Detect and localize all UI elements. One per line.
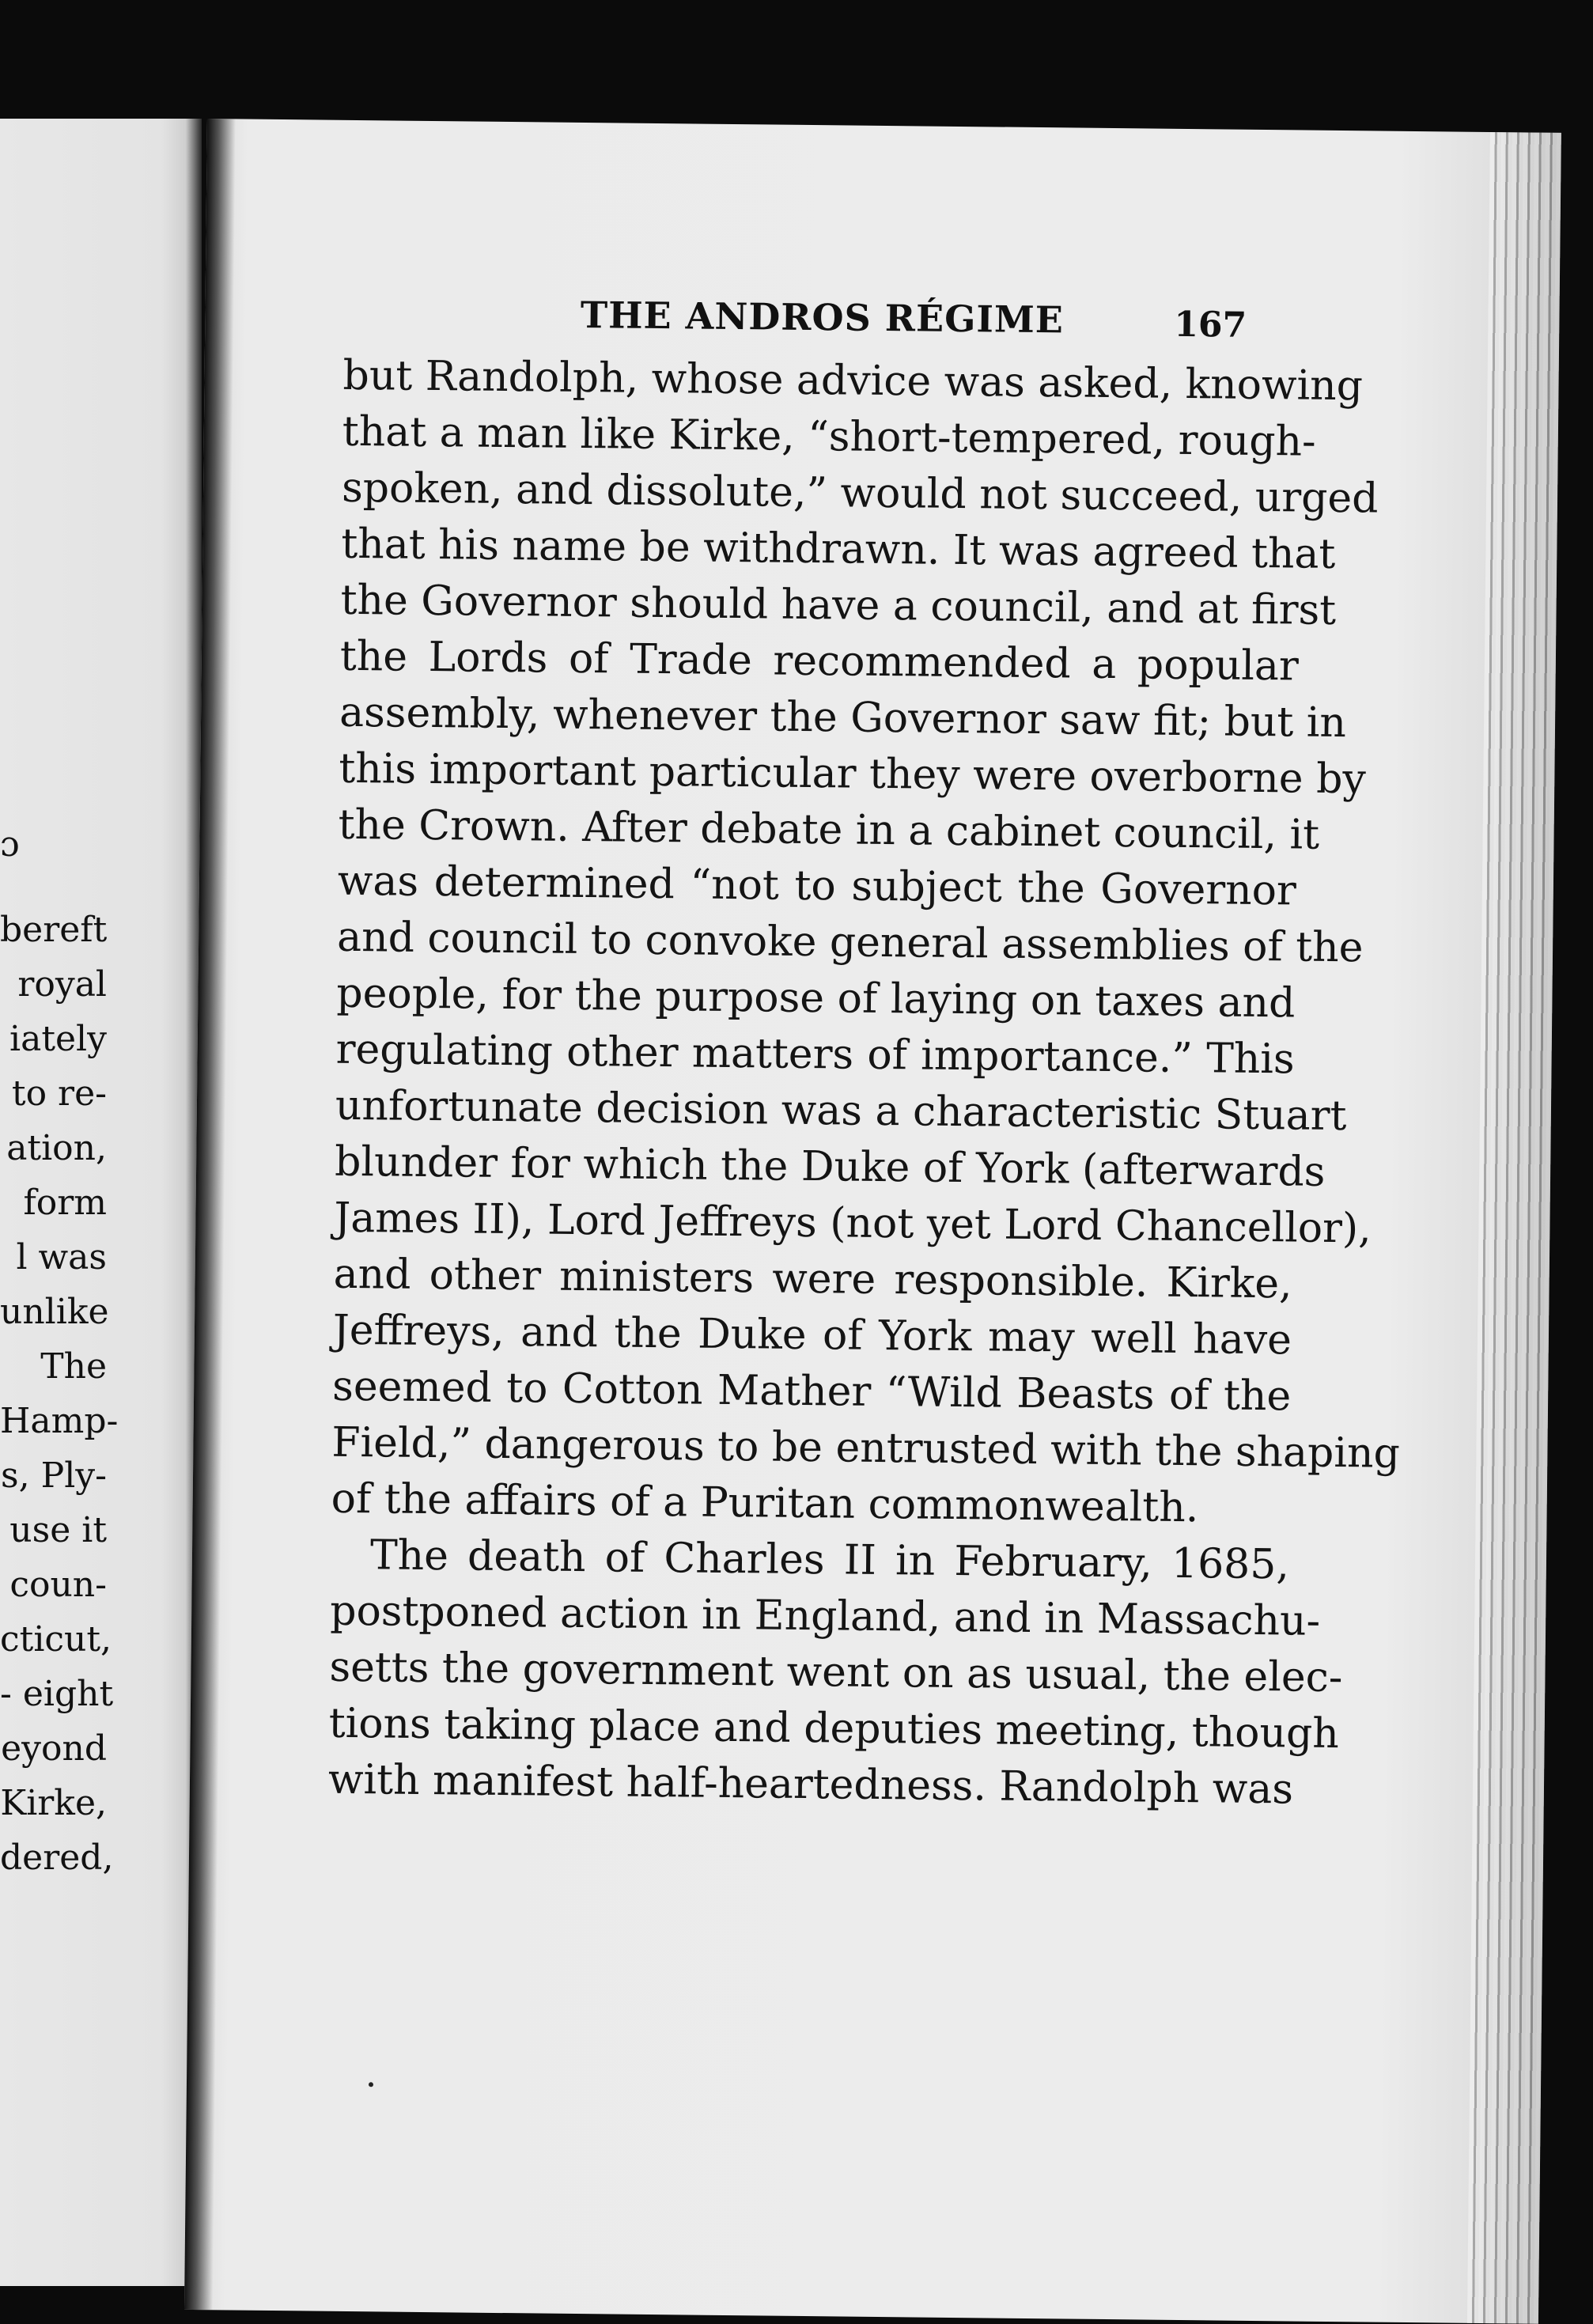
- text-line: tions taking place and deputies meeting, though: [328, 1699, 1340, 1758]
- text-line: assembly, whenever the Governor saw fit; but in: [339, 688, 1347, 748]
- text-line: but Randolph, whose advice was asked, knowing: [342, 351, 1364, 411]
- text-line: people, for the purpose of laying on taxes and: [336, 969, 1296, 1028]
- text-line: the Crown. After debate in a cabinet council, it: [338, 801, 1320, 859]
- right-page: [184, 119, 1561, 2324]
- text-line: this important particular they were overborne by: [339, 744, 1367, 804]
- text-line: Jeffreys, and the Duke of York may well have: [332, 1306, 1292, 1364]
- left-fragment: coun-: [9, 1565, 107, 1605]
- paragraph: [331, 348, 1401, 1538]
- left-fragment: ation,: [6, 1128, 107, 1168]
- page-edge: [1467, 132, 1561, 2324]
- text-line: the Governor should have a council, and at first: [340, 576, 1337, 634]
- text-line: postponed action in England, and in Massachu-: [329, 1587, 1321, 1645]
- text-line: that a man like Kirke, “short-tempered, rough-: [342, 407, 1316, 466]
- left-fragment: Kirke,: [0, 1783, 107, 1823]
- paragraph: [327, 1527, 1343, 1819]
- left-fragment: s, Ply-: [1, 1455, 107, 1496]
- text-line: seemed to Cotton Mather “Wild Beasts of the: [331, 1362, 1292, 1421]
- left-fragment: unlike: [0, 1292, 109, 1332]
- left-fragment: eyond: [1, 1728, 107, 1769]
- left-fragment: cticut,: [0, 1619, 112, 1660]
- text-line: blunder for which the Duke of York (afterwards: [334, 1137, 1326, 1196]
- text-line: of the affairs of a Puritan commonwealth.: [331, 1474, 1199, 1532]
- text-line: James II), Lord Jeffreys (not yet Lord Chancellor),: [334, 1194, 1372, 1253]
- left-fragment: The: [40, 1346, 107, 1387]
- left-fragment: iately: [9, 1019, 107, 1059]
- text-line: The death of Charles II in February, 1685,: [369, 1531, 1290, 1589]
- page-number: 167: [1174, 304, 1247, 346]
- left-fragment: bereft: [0, 910, 108, 950]
- text-line: and other ministers were responsible. Kirke,: [333, 1250, 1292, 1308]
- text-body: [327, 348, 1401, 1819]
- left-fragment: royal: [17, 964, 107, 1005]
- running-head: THE ANDROS RÉGIME: [580, 293, 1065, 342]
- text-line: and council to convoke general assemblies of the: [336, 913, 1364, 972]
- text-line: was determined “not to subject the Governor: [337, 857, 1297, 915]
- text-line: Field,” dangerous to be entrusted with the shaping: [331, 1418, 1401, 1478]
- left-fragment: l was: [16, 1237, 107, 1277]
- stray-mark: ɔ: [0, 824, 20, 865]
- left-fragment: to re-: [11, 1073, 107, 1114]
- left-fragment: use it: [9, 1510, 107, 1550]
- left-fragment: Hamp-: [0, 1401, 119, 1441]
- text-line: setts the government went on as usual, the elec-: [329, 1643, 1343, 1702]
- text-line: unfortunate decision was a characteristic Stuart: [335, 1081, 1347, 1141]
- paper-speck: [369, 2082, 373, 2087]
- left-fragment: - eight: [0, 1674, 114, 1714]
- text-line: the Lords of Trade recommended a popular: [339, 632, 1300, 691]
- text-line: spoken, and dissolute,” would not succeed, urged: [341, 464, 1379, 523]
- text-line: that his name be withdrawn. It was agreed that: [341, 520, 1336, 578]
- left-fragment: dered,: [0, 1838, 114, 1878]
- left-page: [0, 119, 202, 2286]
- text-line: with manifest half-heartedness. Randolph was: [327, 1755, 1294, 1814]
- text-line: regulating other matters of importance.” This: [335, 1025, 1295, 1084]
- left-fragment: form: [23, 1183, 107, 1223]
